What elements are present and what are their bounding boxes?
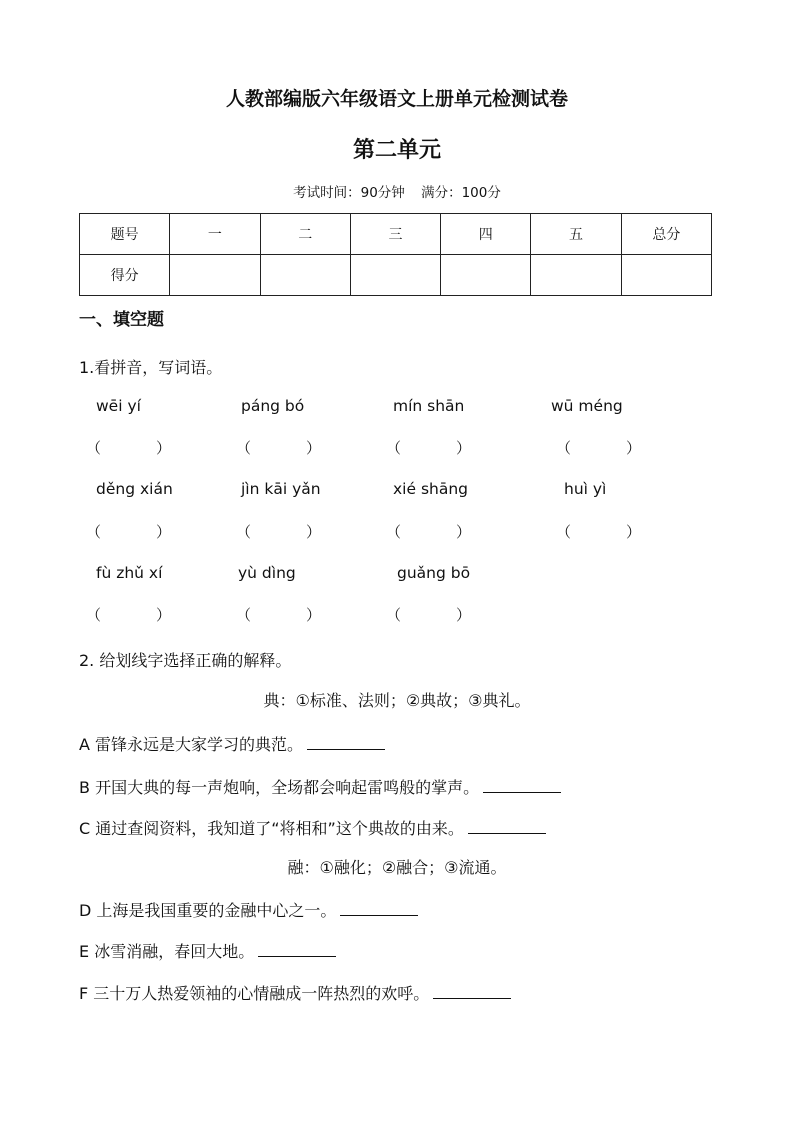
paren-left: （ xyxy=(236,523,252,541)
question-item xyxy=(79,981,511,1004)
answer-line[interactable] xyxy=(483,776,561,793)
pinyin: guǎng bō xyxy=(397,564,471,582)
score-cell: 五 xyxy=(531,214,621,255)
exam-meta xyxy=(0,181,794,201)
pinyin: xié shāng xyxy=(393,480,469,498)
pinyin: wēi yí xyxy=(96,397,141,415)
score-cell: 一 xyxy=(170,214,260,255)
question-item xyxy=(79,775,561,798)
dian-options: 典：①标准、法则；②典故；③典礼。 xyxy=(263,691,531,710)
question-item xyxy=(79,939,336,962)
full-score: 满分：100分 xyxy=(421,185,501,201)
pinyin: huì yì xyxy=(564,480,607,498)
pinyin: wū méng xyxy=(551,397,623,415)
answer-blank[interactable] xyxy=(386,604,472,625)
question-2-prompt: 2. 给划线字选择正确的解释。 xyxy=(79,651,292,670)
paren-left: （ xyxy=(556,439,572,457)
paren-right: ） xyxy=(156,439,172,457)
paren-right: ） xyxy=(156,523,172,541)
score-input-cell[interactable] xyxy=(350,255,440,296)
score-input-cell[interactable] xyxy=(441,255,531,296)
paren-left: （ xyxy=(86,606,102,624)
answer-blank[interactable] xyxy=(86,604,172,625)
unit-title: 第二单元 xyxy=(352,138,441,163)
question-item xyxy=(79,732,385,755)
score-cell: 总分 xyxy=(621,214,711,255)
paren-left: （ xyxy=(386,523,402,541)
paren-left: （ xyxy=(236,439,252,457)
score-input-cell[interactable] xyxy=(531,255,621,296)
question-item-text: A 雷锋永远是大家学习的典范。 xyxy=(79,735,304,754)
answer-blank[interactable] xyxy=(86,437,172,458)
paren-left: （ xyxy=(556,523,572,541)
pinyin: jìn kāi yǎn xyxy=(241,480,321,498)
paren-right: ） xyxy=(156,606,172,624)
question-item-text: D 上海是我国重要的金融中心之一。 xyxy=(79,901,337,920)
paren-left: （ xyxy=(386,606,402,624)
pinyin: děng xián xyxy=(96,480,173,498)
score-input-cell[interactable] xyxy=(170,255,260,296)
exam-title: 人教部编版六年级语文上册单元检测试卷 xyxy=(225,88,568,110)
pinyin: mín shān xyxy=(393,397,465,415)
paren-right: ） xyxy=(626,439,642,457)
paren-left: （ xyxy=(236,606,252,624)
question-item-text: F 三十万人热爱领袖的心情融成一阵热烈的欢呼。 xyxy=(79,984,430,1003)
paren-right: ） xyxy=(306,606,322,624)
answer-line[interactable] xyxy=(307,733,385,750)
answer-blank[interactable] xyxy=(556,521,642,542)
answer-blank[interactable] xyxy=(556,437,642,458)
paren-right: ） xyxy=(626,523,642,541)
paren-left: （ xyxy=(86,439,102,457)
paren-right: ） xyxy=(306,439,322,457)
paren-right: ） xyxy=(456,523,472,541)
question-item-text: E 冰雪消融，春回大地。 xyxy=(79,942,255,961)
score-table-header-row xyxy=(80,214,712,255)
score-table xyxy=(79,213,712,296)
section-heading: 一、填空题 xyxy=(79,310,164,330)
answer-line[interactable] xyxy=(258,940,336,957)
paren-left: （ xyxy=(386,439,402,457)
question-item-text: C 通过查阅资料，我知道了“将相和”这个典故的由来。 xyxy=(79,819,464,838)
pinyin: fù zhǔ xí xyxy=(96,564,163,582)
score-cell: 题号 xyxy=(80,214,170,255)
paren-left: （ xyxy=(86,523,102,541)
answer-blank[interactable] xyxy=(386,437,472,458)
answer-line[interactable] xyxy=(433,982,511,999)
question-item xyxy=(79,898,418,921)
answer-blank[interactable] xyxy=(236,604,322,625)
exam-time: 考试时间：90分钟 xyxy=(293,185,405,201)
answer-blank[interactable] xyxy=(236,521,322,542)
score-cell: 得分 xyxy=(80,255,170,296)
pinyin: páng bó xyxy=(241,397,305,415)
question-item-text: B 开国大典的每一声炮响，全场都会响起雷鸣般的掌声。 xyxy=(79,778,480,797)
answer-blank[interactable] xyxy=(386,521,472,542)
answer-line[interactable] xyxy=(468,817,546,834)
question-1-prompt: 1.看拼音，写词语。 xyxy=(79,358,223,377)
answer-line[interactable] xyxy=(340,899,418,916)
score-table-score-row xyxy=(80,255,712,296)
paren-right: ） xyxy=(456,439,472,457)
answer-blank[interactable] xyxy=(236,437,322,458)
paren-right: ） xyxy=(456,606,472,624)
rong-options: 融：①融化；②融合；③流通。 xyxy=(287,858,507,877)
pinyin: yù dìng xyxy=(238,564,296,582)
score-cell: 二 xyxy=(260,214,350,255)
score-cell: 三 xyxy=(350,214,440,255)
answer-blank[interactable] xyxy=(86,521,172,542)
score-cell: 四 xyxy=(441,214,531,255)
paren-right: ） xyxy=(306,523,322,541)
score-input-cell[interactable] xyxy=(621,255,711,296)
score-input-cell[interactable] xyxy=(260,255,350,296)
question-item xyxy=(79,816,546,839)
